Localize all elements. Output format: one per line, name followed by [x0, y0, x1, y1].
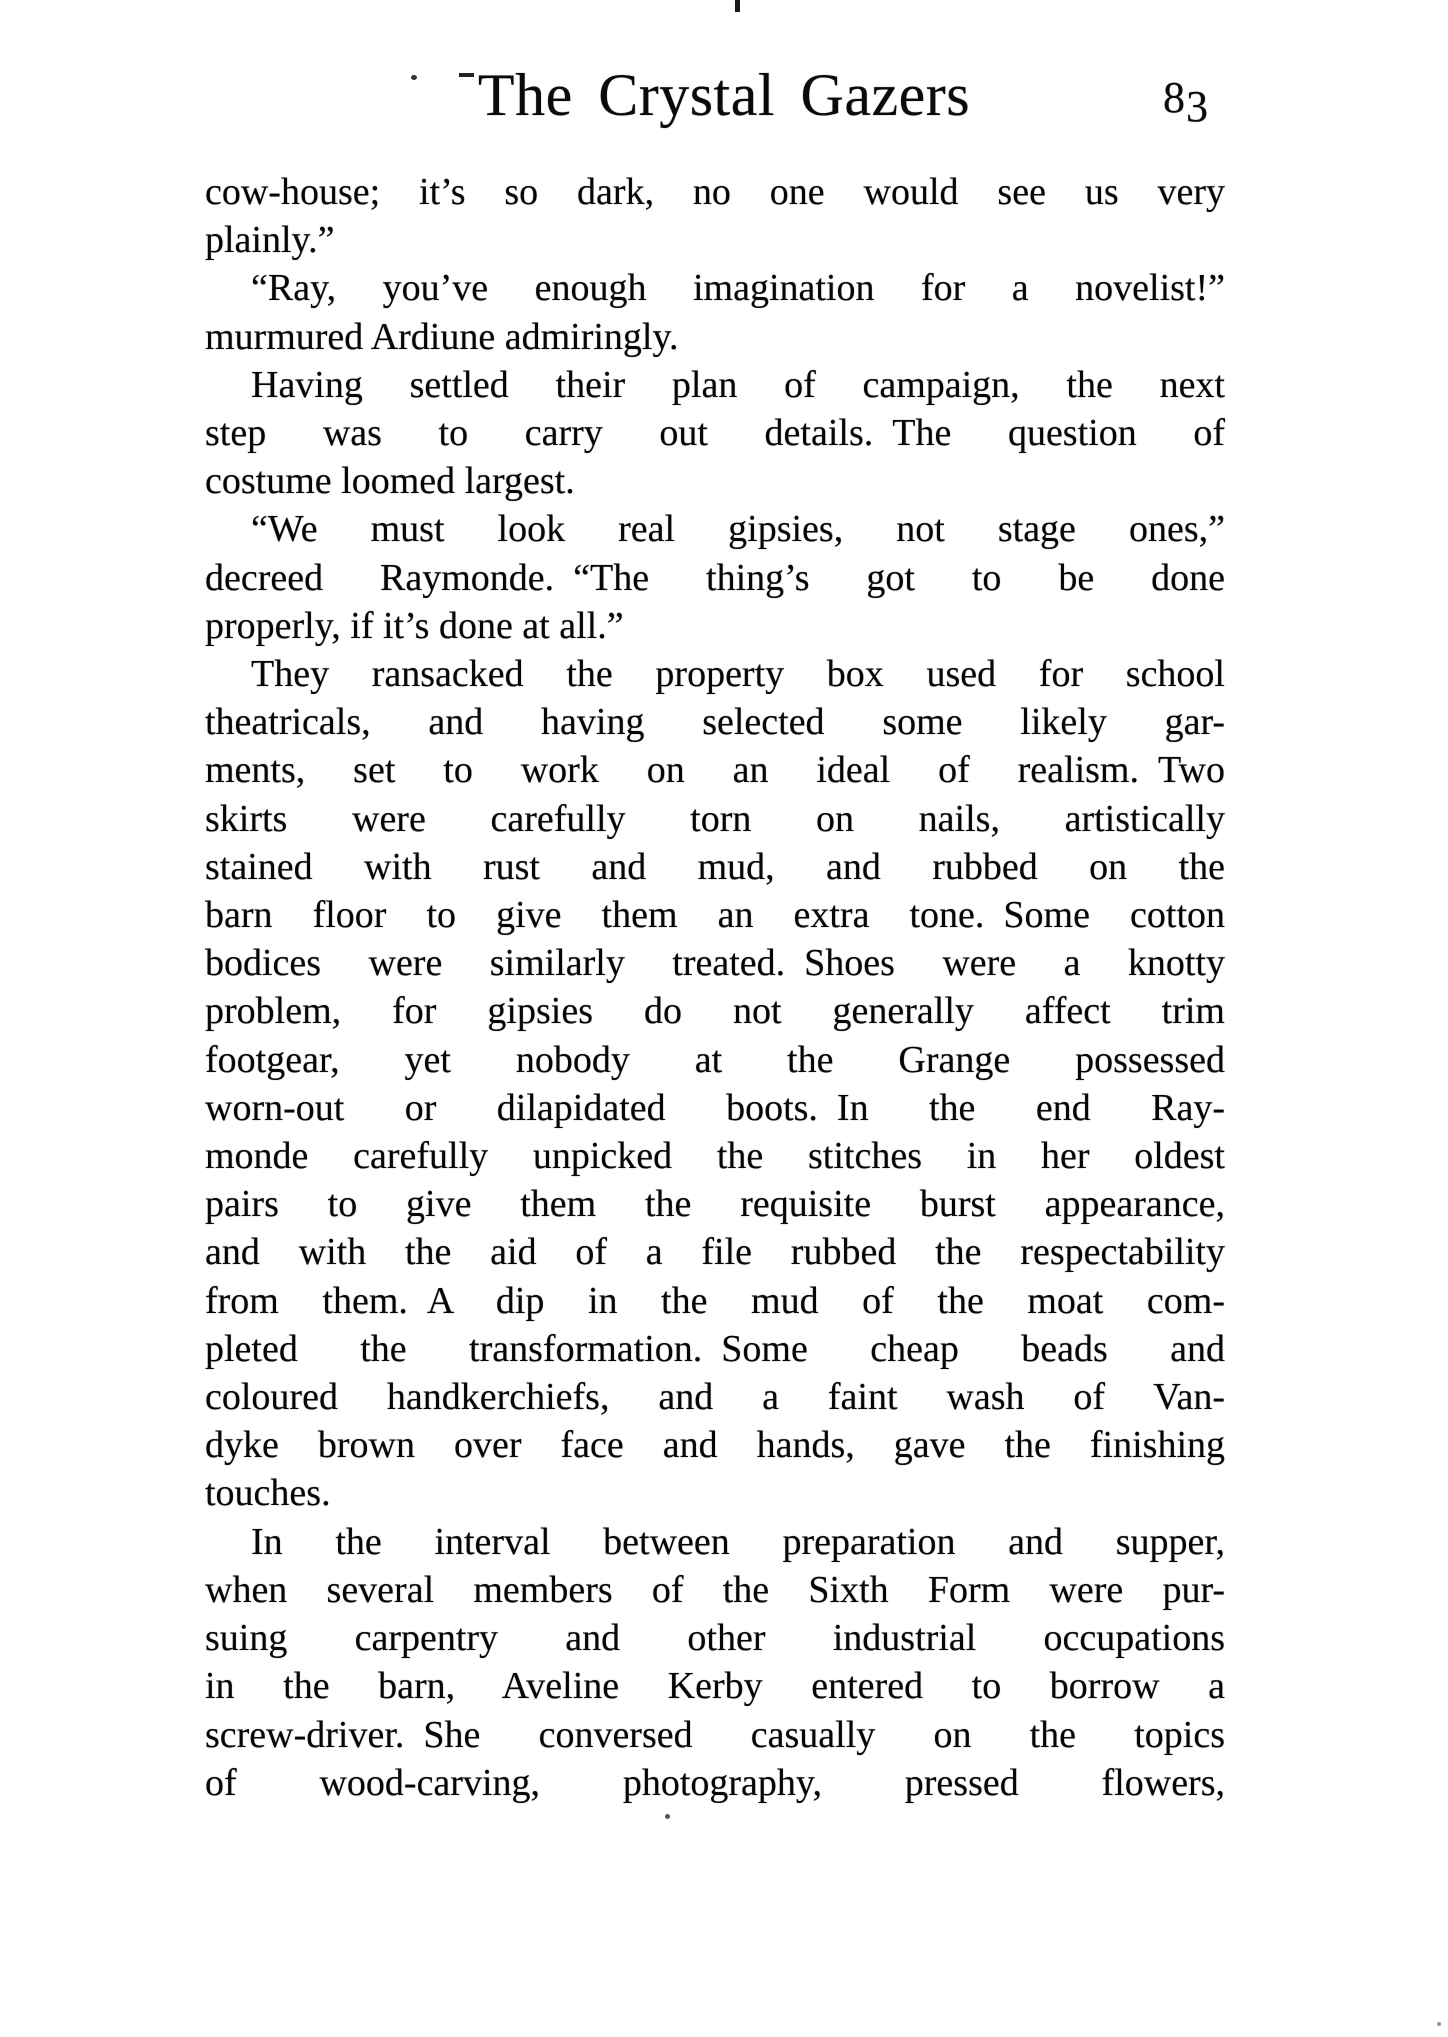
text-line: They ransacked the property box used for school [251, 653, 1225, 696]
text-line: skirts were carefully torn on nails, artistically [205, 797, 1225, 840]
scan-artifact [1437, 2022, 1441, 2026]
text-line: properly, if it’s done at all.” [205, 604, 624, 647]
text-line: pleted the transformation. Some cheap beads and [205, 1327, 1225, 1370]
text-line: worn-out or dilapidated boots. In the end Ray- [205, 1086, 1225, 1129]
page-body [205, 168, 1225, 1807]
text-line: In the interval between preparation and supper, [251, 1520, 1225, 1563]
page-number-digit: 8 [1163, 73, 1186, 122]
text-line: screw-driver. She conversed casually on the topics [205, 1713, 1225, 1756]
text-line: plainly.” [205, 219, 335, 262]
text-line: stained with rust and mud, and rubbed on the [205, 845, 1225, 888]
text-line: murmured Ardiune admiringly. [205, 315, 679, 358]
page-number-digit: 3 [1186, 82, 1209, 131]
text-line: monde carefully unpicked the stitches in her oldest [205, 1135, 1225, 1178]
text-line: bodices were similarly treated. Shoes were a knotty [205, 942, 1225, 985]
scan-artifact [735, 0, 740, 12]
running-header-title: The Crystal Gazers [477, 62, 971, 128]
text-line: of wood-carving, photography, pressed flowers, [205, 1761, 1225, 1804]
text-line: and with the aid of a file rubbed the respectability [205, 1231, 1225, 1274]
text-line: from them. A dip in the mud of the moat com- [205, 1279, 1225, 1322]
text-line: ments, set to work on an ideal of realism. Two [205, 749, 1225, 792]
text-line: “We must look real gipsies, not stage ones,” [251, 508, 1225, 551]
text-line: costume loomed largest. [205, 460, 575, 503]
text-line: decreed Raymonde. “The thing’s got to be done [205, 556, 1225, 599]
scan-artifact [459, 73, 474, 77]
scan-artifact [665, 1814, 670, 1819]
text-line: when several members of the Sixth Form were pur- [205, 1568, 1225, 1611]
text-line: cow-house; it’s so dark, no one would see us very [205, 171, 1225, 213]
text-line: suing carpentry and other industrial occupations [205, 1617, 1225, 1660]
text-line: in the barn, Aveline Kerby entered to borrow a [205, 1665, 1225, 1708]
text-line: step was to carry out details. The question of [205, 412, 1225, 455]
text-line: barn floor to give them an extra tone. Some cotton [205, 894, 1225, 937]
text-line: coloured handkerchiefs, and a faint wash of Van- [205, 1376, 1225, 1419]
scan-artifact [411, 75, 417, 80]
text-line: pairs to give them the requisite burst appearance, [205, 1183, 1225, 1226]
text-line: Having settled their plan of campaign, the next [251, 363, 1225, 406]
text-line: problem, for gipsies do not generally affect trim [205, 990, 1225, 1033]
text-line: footgear, yet nobody at the Grange possessed [205, 1038, 1225, 1081]
text-line: dyke brown over face and hands, gave the finishing [205, 1424, 1225, 1467]
text-line: theatricals, and having selected some likely gar- [205, 701, 1225, 744]
text-line: touches. [205, 1472, 331, 1515]
text-line: “Ray, you’ve enough imagination for a novelist!” [251, 267, 1225, 310]
page-number [1163, 73, 1209, 131]
